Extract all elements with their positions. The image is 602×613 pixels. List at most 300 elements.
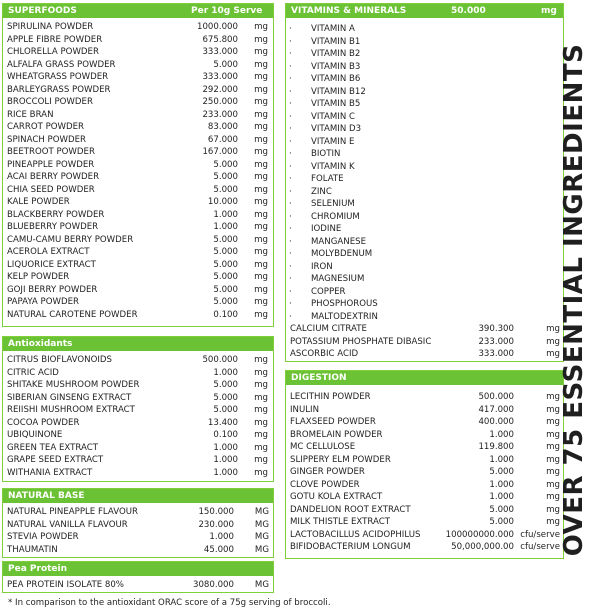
vitamin-name: VITAMIN B6 (311, 74, 361, 84)
ingredient-unit: mg (254, 309, 268, 320)
ingredient-unit: MG (254, 544, 269, 555)
ingredient-amount: 5.000 (489, 517, 514, 527)
ingredient-unit: mg (254, 84, 268, 95)
vitamin-name: BIOTIN (311, 149, 341, 159)
vitamin-item (286, 148, 563, 161)
ingredient-row (286, 504, 563, 517)
ingredient-amount: 333.000 (478, 349, 514, 359)
ingredient-amount: 5.000 (489, 467, 514, 477)
antioxidants-panel (2, 336, 274, 482)
ingredient-amount: 5.000 (213, 59, 238, 70)
vitamin-name: MAGNESIUM (311, 274, 365, 284)
vitamin-name: FOLATE (311, 174, 344, 184)
ingredient-name: FLAXSEED POWDER (290, 417, 376, 427)
ingredient-row (3, 367, 273, 380)
ingredient-amount: 167.000 (202, 147, 238, 157)
ingredient-row (286, 348, 563, 361)
ingredient-unit: mg (546, 404, 560, 415)
ingredient-row (3, 506, 273, 519)
ingredient-amount: 83.000 (207, 122, 238, 132)
ingredient-row (3, 221, 273, 234)
natural-base-title: NATURAL BASE (8, 491, 85, 501)
ingredient-amount: 1.000 (213, 222, 238, 232)
ingredient-name: PAPAYA POWDER (7, 297, 80, 307)
side-title-text: OVER 75 ESSENTIAL INGREDIENTS (559, 43, 589, 557)
bullet-dot: · (289, 24, 292, 34)
ingredient-row (286, 516, 563, 529)
ingredient-unit: mg (254, 405, 268, 415)
bullet-dot: · (289, 224, 292, 234)
digestion-title: DIGESTION (291, 373, 347, 383)
vitamin-name: IRON (311, 261, 333, 272)
ingredient-name: LIQUORICE EXTRACT (7, 259, 96, 270)
vitamin-item (286, 186, 563, 199)
ingredient-row (286, 441, 563, 454)
bullet-dot: · (289, 161, 292, 172)
bullet-dot: · (289, 99, 292, 109)
ingredient-name: LACTOBACILLUS ACIDOPHILUS (290, 529, 421, 540)
ingredient-amount: 45.000 (203, 544, 234, 555)
ingredient-row (3, 84, 273, 97)
ingredient-unit: mg (254, 247, 268, 257)
vitamin-item (286, 211, 563, 224)
vitamin-name: VITAMIN C (311, 111, 355, 122)
pea-protein-title: Pea Protein (8, 564, 68, 574)
ingredient-unit: mg (254, 22, 268, 32)
antioxidants-header (3, 337, 273, 351)
vitamin-name: VITAMIN D3 (311, 124, 362, 134)
bullet-dot: · (289, 199, 292, 209)
vitamin-item (286, 198, 563, 211)
ingredient-name: WITHANIA EXTRACT (7, 467, 93, 478)
vitamin-item (286, 236, 563, 249)
ingredient-amount: 1.000 (213, 209, 238, 220)
ingredient-row (3, 71, 273, 84)
ingredient-name: UBIQUINONE (7, 430, 63, 440)
ingredient-unit: mg (254, 455, 268, 465)
bullet-dot: · (289, 286, 292, 297)
ingredient-row (3, 467, 273, 480)
ingredient-row (3, 429, 273, 442)
ingredient-unit: mg (546, 429, 560, 440)
ingredient-name: SLIPPERY ELM POWDER (290, 454, 391, 465)
ingredient-unit: mg (546, 442, 560, 452)
ingredient-name: NATURAL VANILLA FLAVOUR (7, 519, 128, 530)
ingredient-unit: mg (254, 259, 268, 270)
vitamin-name: ZINC (311, 186, 332, 197)
ingredient-unit: mg (546, 349, 560, 359)
ingredient-name: MILK THISTLE EXTRACT (290, 517, 391, 527)
ingredient-row (286, 466, 563, 479)
ingredient-row (3, 34, 273, 47)
ingredient-amount: 400.000 (478, 417, 514, 427)
ingredient-amount: 500.000 (478, 392, 514, 402)
vitamin-name: VITAMIN A (311, 24, 355, 34)
ingredient-name: BLACKBERRY POWDER (7, 209, 105, 220)
ingredient-amount: 417.000 (478, 404, 514, 415)
vitamins-amount: 50.000 (451, 6, 486, 16)
ingredient-amount: 1.000 (213, 367, 238, 378)
ingredient-row (3, 196, 273, 209)
ingredient-unit: mg (546, 492, 560, 502)
ingredient-amount: 1.000 (489, 454, 514, 465)
bullet-dot: · (289, 174, 292, 184)
ingredient-amount: 292.000 (202, 84, 238, 95)
vitamin-item (286, 61, 563, 74)
ingredient-name: CAMU-CAMU BERRY POWDER (7, 234, 134, 245)
ingredient-name: MC CELLULOSE (290, 442, 356, 452)
ingredient-name: GREEN TEA EXTRACT (7, 442, 98, 453)
ingredient-unit: mg (254, 172, 268, 182)
ingredient-unit: mg (546, 336, 560, 347)
ingredient-unit: mg (254, 72, 268, 82)
ingredient-unit: mg (546, 417, 560, 427)
ingredient-amount: 10.000 (207, 197, 238, 207)
ingredient-row (3, 234, 273, 247)
ingredient-unit: cfu/serve (520, 542, 560, 552)
bullet-dot: · (289, 136, 292, 147)
ingredient-unit: cfu/serve (520, 529, 560, 540)
ingredient-name: BROCCOLI POWDER (7, 97, 93, 107)
bullet-dot: · (289, 49, 292, 59)
vitamin-name: SELENIUM (311, 199, 355, 209)
superfoods-list (3, 18, 273, 321)
bullet-dot: · (289, 74, 292, 84)
vitamin-item (286, 298, 563, 311)
bullet-dot: · (289, 111, 292, 122)
vitamin-item (286, 173, 563, 186)
ingredient-row (3, 392, 273, 405)
pea-protein-list (3, 576, 273, 592)
ingredient-amount: 5.000 (213, 247, 238, 257)
ingredient-row (3, 296, 273, 309)
ingredient-name: LECITHIN POWDER (290, 392, 371, 402)
ingredient-unit: mg (546, 324, 560, 334)
vitamin-name: MOLYBDENUM (311, 249, 373, 259)
vitamin-item (286, 48, 563, 61)
ingredient-name: PINEAPPLE POWDER (7, 159, 95, 170)
ingredient-unit: mg (254, 184, 268, 195)
ingredient-name: COCOA POWDER (7, 417, 80, 428)
natural-base-list (3, 503, 273, 556)
ingredient-row (286, 491, 563, 504)
ingredient-row (3, 531, 273, 544)
ingredient-name: GRAPE SEED EXTRACT (7, 455, 104, 465)
ingredient-row (3, 109, 273, 122)
ingredient-amount: 1000.000 (196, 22, 238, 32)
bullet-dot: · (289, 299, 292, 309)
ingredient-amount: 233.000 (202, 109, 238, 120)
ingredient-name: WHEATGRASS POWDER (7, 72, 109, 82)
ingredient-row (3, 454, 273, 467)
ingredient-row (286, 404, 563, 417)
ingredient-amount: 5.000 (213, 284, 238, 295)
ingredient-unit: mg (254, 34, 268, 45)
ingredient-row (3, 59, 273, 72)
ingredient-unit: mg (254, 134, 268, 145)
ingredient-name: BLUEBERRY POWDER (7, 222, 99, 232)
ingredient-name: GOJI BERRY POWDER (7, 284, 98, 295)
vitamin-item (286, 248, 563, 261)
ingredient-row (3, 271, 273, 284)
ingredient-unit: mg (254, 234, 268, 245)
ingredient-unit: mg (254, 442, 268, 453)
ingredient-unit: mg (254, 392, 268, 403)
ingredient-amount: 5.000 (213, 234, 238, 245)
ingredient-name: NATURAL PINEAPPLE FLAVOUR (7, 507, 138, 517)
ingredient-unit: mg (254, 380, 268, 390)
bullet-dot: · (289, 61, 292, 72)
ingredient-unit: mg (546, 392, 560, 402)
vitamin-item (286, 161, 563, 174)
ingredient-row (3, 309, 273, 322)
vitamin-name: VITAMIN E (311, 136, 355, 147)
ingredient-row (3, 134, 273, 147)
ingredient-unit: mg (254, 284, 268, 295)
ingredient-amount: 5.000 (489, 504, 514, 515)
vitamin-item (286, 36, 563, 49)
ingredient-unit: MG (254, 580, 269, 590)
vitamin-name: VITAMIN B3 (311, 61, 361, 72)
ingredient-name: CARROT POWDER (7, 122, 85, 132)
ingredient-amount: 1.000 (213, 467, 238, 478)
ingredient-amount: 119.800 (478, 442, 514, 452)
ingredient-amount: 5.000 (213, 184, 238, 195)
ingredient-amount: 1.000 (489, 492, 514, 502)
serving-size-label: Per 10g Serve (191, 6, 263, 16)
vitamins-panel (285, 3, 564, 362)
ingredient-unit: mg (254, 467, 268, 478)
ingredient-amount: 3080.000 (192, 580, 234, 590)
ingredient-amount: 5.000 (213, 392, 238, 403)
vitamins-sub-list (286, 18, 563, 323)
vitamin-name: MANGANESE (311, 236, 367, 247)
bullet-dot: · (289, 149, 292, 159)
ingredient-row (286, 541, 563, 554)
ingredient-name: GINGER POWDER (290, 467, 365, 477)
pea-protein-header (3, 562, 273, 576)
vitamin-item (286, 311, 563, 324)
bullet-dot: · (289, 261, 292, 272)
ingredient-name: BIFIDOBACTERIUM LONGUM (290, 542, 411, 552)
ingredient-name: KALE POWDER (7, 197, 70, 207)
ingredient-row (3, 544, 273, 557)
superfoods-title: SUPERFOODS (8, 6, 77, 16)
ingredient-name: SIBERIAN GINSENG EXTRACT (7, 392, 132, 403)
ingredient-amount: 233.000 (478, 336, 514, 347)
ingredient-amount: 333.000 (202, 72, 238, 82)
bullet-dot: · (289, 211, 292, 222)
superfoods-header (3, 4, 273, 18)
ingredient-name: GOTU KOLA EXTRACT (290, 492, 383, 502)
ingredient-row (3, 209, 273, 222)
vitamin-item (286, 73, 563, 86)
ingredient-row (3, 184, 273, 197)
ingredient-row (286, 416, 563, 429)
bullet-dot: · (289, 274, 292, 284)
vitamins-unit: mg (541, 6, 557, 16)
ingredient-name: SPINACH POWDER (7, 134, 86, 145)
vitamins-header (286, 4, 563, 18)
vitamin-item (286, 98, 563, 111)
ingredient-unit: mg (546, 467, 560, 477)
ingredient-name: KELP POWDER (7, 272, 70, 282)
vitamin-name: IODINE (311, 224, 342, 234)
ingredient-amount: 500.000 (202, 355, 238, 365)
ingredient-row (3, 259, 273, 272)
ingredient-amount: 1.000 (209, 532, 234, 542)
ingredient-amount: 1.000 (489, 429, 514, 440)
digestion-list (286, 385, 563, 554)
bullet-dot: · (289, 236, 292, 247)
ingredient-unit: mg (254, 417, 268, 428)
ingredient-amount: 5.000 (213, 297, 238, 307)
ingredient-name: CHLORELLA POWDER (7, 47, 99, 57)
vitamin-name: VITAMIN B5 (311, 99, 361, 109)
ingredient-name: REIISHI MUSHROOM EXTRACT (7, 405, 135, 415)
vitamin-item (286, 261, 563, 274)
ingredient-name: ACEROLA EXTRACT (7, 247, 90, 257)
ingredient-name: POTASSIUM PHOSPHATE DIBASIC (290, 336, 432, 347)
ingredient-name: ACAI BERRY POWDER (7, 172, 100, 182)
ingredient-unit: mg (254, 122, 268, 132)
ingredient-unit: mg (254, 367, 268, 378)
ingredient-name: BEETROOT POWDER (7, 147, 95, 157)
ingredient-name: CITRUS BIOFLAVONOIDS (7, 355, 112, 365)
ingredient-name: ASCORBIC ACID (290, 349, 359, 359)
vitamin-item (286, 86, 563, 99)
ingredient-amount: 50,000,000.00 (451, 542, 514, 552)
bullet-dot: · (289, 124, 292, 134)
ingredient-unit: mg (254, 109, 268, 120)
ingredient-name: CALCIUM CITRATE (290, 324, 367, 334)
ingredient-unit: MG (254, 532, 269, 542)
ingredient-row (3, 121, 273, 134)
ingredient-name: PEA PROTEIN ISOLATE 80% (7, 580, 124, 590)
ingredient-unit: mg (546, 479, 560, 490)
ingredient-unit: mg (254, 97, 268, 107)
ingredient-unit: mg (254, 147, 268, 157)
ingredient-row (3, 579, 273, 592)
superfoods-panel (2, 3, 274, 327)
antioxidants-title: Antioxidants (8, 339, 73, 349)
ingredient-row (3, 354, 273, 367)
ingredient-amount: 1.000 (213, 442, 238, 453)
ingredient-unit: mg (254, 222, 268, 232)
ingredient-amount: 13.400 (207, 417, 238, 428)
vitamin-name: COPPER (311, 286, 346, 297)
ingredient-unit: mg (254, 59, 268, 70)
ingredient-amount: 250.000 (202, 97, 238, 107)
natural-base-panel (2, 488, 274, 558)
ingredient-name: RICE BRAN (7, 109, 54, 120)
digestion-panel (285, 370, 564, 559)
ingredient-row (286, 529, 563, 542)
vitamin-name: VITAMIN B2 (311, 49, 361, 59)
ingredient-row (286, 391, 563, 404)
ingredient-amount: 150.000 (198, 507, 234, 517)
bullet-dot: · (289, 86, 292, 97)
ingredient-name: CHIA SEED POWDER (7, 184, 95, 195)
ingredient-amount: 1.000 (489, 479, 514, 490)
ingredient-name: THAUMATIN (7, 544, 58, 555)
ingredient-amount: 0.100 (213, 430, 238, 440)
ingredient-row (3, 46, 273, 59)
ingredient-unit: MG (254, 507, 269, 517)
vitamin-item (286, 286, 563, 299)
ingredient-row (3, 417, 273, 430)
ingredient-row (3, 246, 273, 259)
ingredient-row (286, 454, 563, 467)
ingredient-amount: 5.000 (213, 159, 238, 170)
ingredient-name: BROMELAIN POWDER (290, 429, 383, 440)
ingredient-amount: 390.300 (478, 324, 514, 334)
ingredient-row (3, 404, 273, 417)
ingredient-name: APPLE FIBRE POWDER (7, 34, 103, 45)
ingredient-row (3, 96, 273, 109)
vitamin-name: PHOSPHOROUS (311, 299, 378, 309)
ingredient-row (3, 171, 273, 184)
vitamin-item (286, 136, 563, 149)
vitamin-name: CHROMIUM (311, 211, 360, 222)
ingredient-unit: mg (546, 454, 560, 465)
ingredient-unit: mg (254, 209, 268, 220)
ingredient-name: BARLEYGRASS POWDER (7, 84, 111, 95)
vitamins-title: VITAMINS & MINERALS (291, 6, 407, 16)
ingredient-row (3, 146, 273, 159)
ingredient-name: CITRIC ACID (7, 367, 59, 378)
ingredient-amount: 67.000 (207, 134, 238, 145)
pea-protein-panel (2, 561, 274, 593)
ingredient-name: DANDELION ROOT EXTRACT (290, 504, 411, 515)
antioxidants-list (3, 351, 273, 479)
ingredient-row (3, 519, 273, 532)
ingredient-amount: 0.100 (213, 309, 238, 320)
minerals-list (286, 323, 563, 361)
ingredient-unit: mg (254, 272, 268, 282)
ingredient-row (3, 379, 273, 392)
ingredient-row (3, 442, 273, 455)
vitamin-item (286, 123, 563, 136)
ingredient-unit: mg (254, 355, 268, 365)
vitamin-item (286, 111, 563, 124)
ingredient-name: CLOVE POWDER (290, 479, 360, 490)
ingredient-amount: 5.000 (213, 272, 238, 282)
ingredient-amount: 230.000 (198, 519, 234, 530)
ingredient-row (286, 479, 563, 492)
ingredient-amount: 333.000 (202, 47, 238, 57)
ingredient-name: INULIN (290, 404, 320, 415)
ingredient-amount: 5.000 (213, 380, 238, 390)
ingredient-amount: 100000000.000 (445, 529, 514, 540)
ingredient-amount: 675.800 (202, 34, 238, 45)
ingredient-row (3, 159, 273, 172)
ingredient-name: NATURAL CAROTENE POWDER (7, 309, 138, 320)
ingredient-name: ALFALFA GRASS POWDER (7, 59, 116, 70)
bullet-dot: · (289, 186, 292, 197)
vitamin-name: VITAMIN K (311, 161, 355, 172)
ingredient-unit: mg (254, 297, 268, 307)
vitamin-item (286, 273, 563, 286)
bullet-dot: · (289, 36, 292, 47)
ingredient-unit: MG (254, 519, 269, 530)
bullet-dot: · (289, 311, 292, 322)
natural-base-header (3, 489, 273, 503)
ingredient-amount: 5.000 (213, 172, 238, 182)
ingredient-unit: mg (254, 47, 268, 57)
ingredient-name: SPIRULINA POWDER (7, 22, 94, 32)
vitamin-item (286, 23, 563, 36)
